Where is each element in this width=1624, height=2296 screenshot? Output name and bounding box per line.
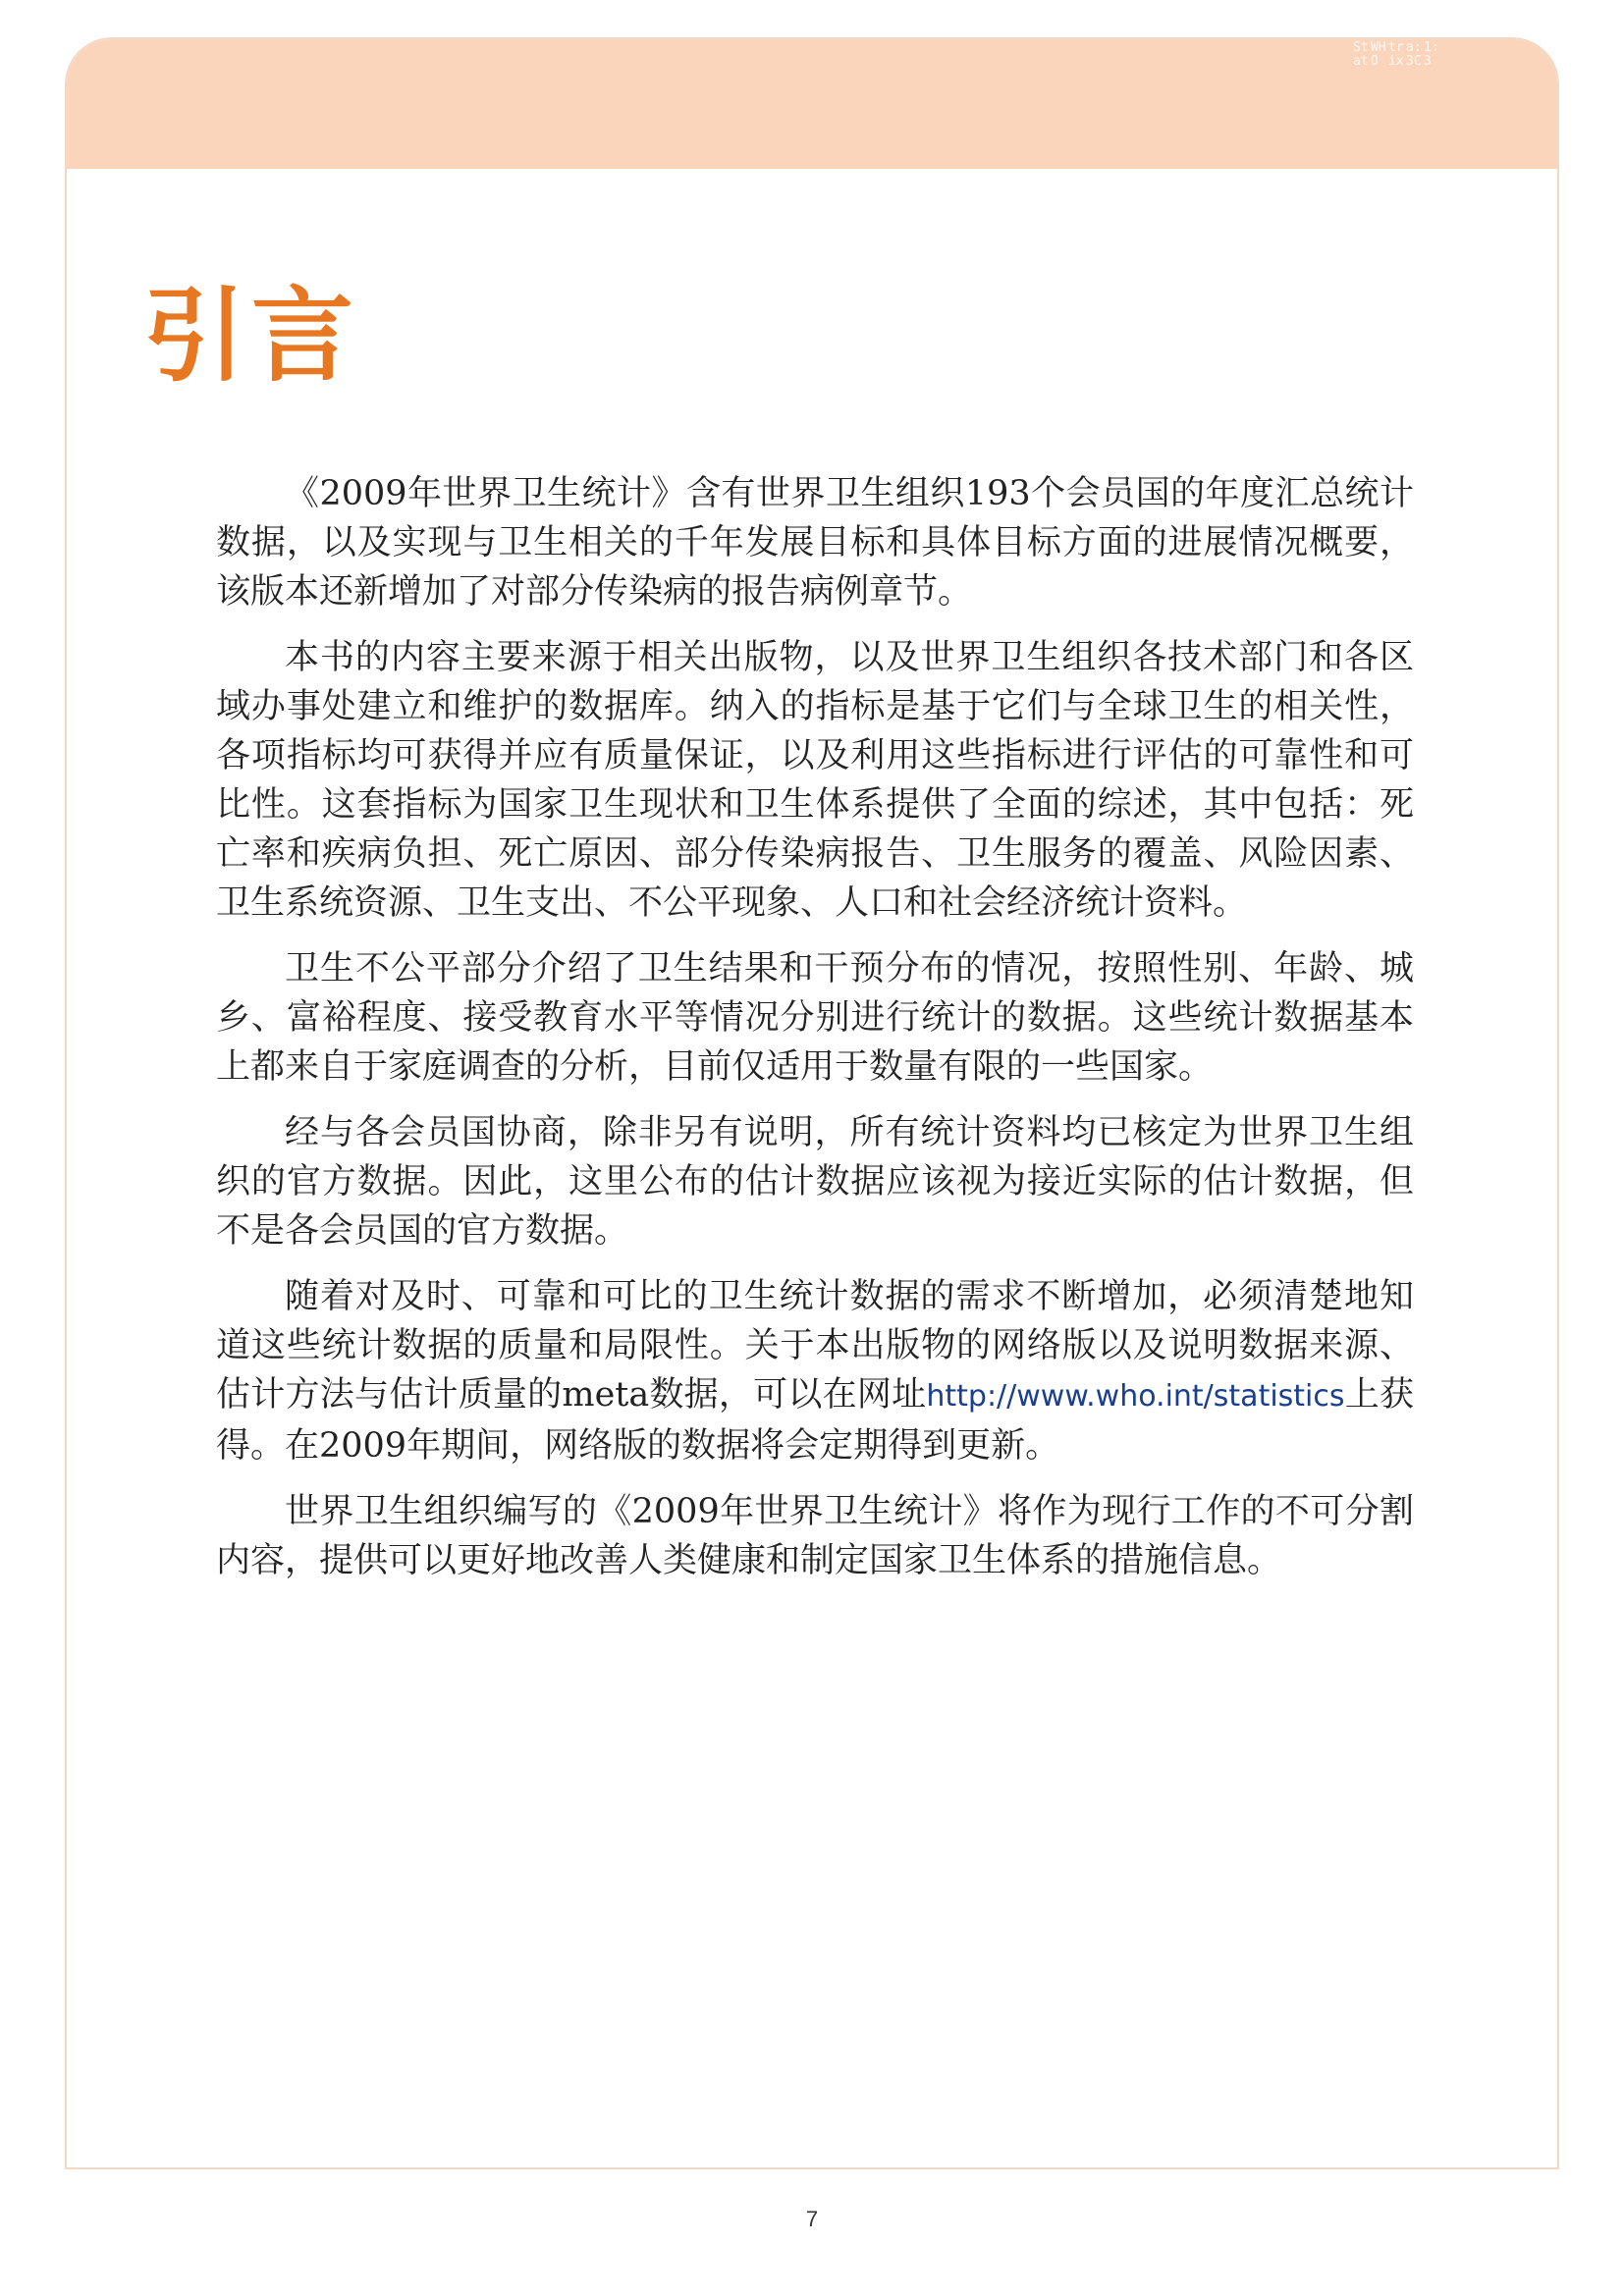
paragraph: 本书的内容主要来源于相关出版物，以及世界卫生组织各技术部门和各区域办事处建立和维护的数据库。纳入的指标是基于它们与全球卫生的相关性，各项指标均可获得并应有质量保证，以及利用这些指标进行评估的可靠性和可比性。这套指标为国家卫生现状和卫生体系提供了全面的综述，其中包括：死亡率和疾病负担、死亡原因、部分传染病报告、卫生服务的覆盖、风险因素、卫生系统资源、卫生支出、不公平现象、人口和社会经济统计资料。 bbox=[216, 638, 1414, 923]
paragraph-text: 随着对及时、可靠和可比的卫生统计数据的需求不断增加，必须清楚地知道这些统计数据的质量和局限性。关于本出版物的网络版以及说明数据来源、估计方法与估计质量的meta数据，可以在网址 bbox=[216, 1277, 1414, 1415]
paragraph: 《2009年世界卫生统计》含有世界卫生组织193个会员国的年度汇总统计数据，以及实现与卫生相关的千年发展目标和具体目标方面的进展情况概要，该版本还新增加了对部分传染病的报告病例章节。 bbox=[216, 474, 1414, 612]
page-number: 7 bbox=[805, 2207, 819, 2231]
statistics-link[interactable]: http://www.who.int/statistics bbox=[926, 1379, 1345, 1414]
ornament-text: Stat bbox=[1353, 41, 1369, 69]
page-title: 引言 bbox=[143, 276, 360, 396]
paragraph: 经与各会员国协商，除非另有说明，所有统计资料均已核定为世界卫生组织的官方数据。因此，这里公布的估计数据应该视为接近实际的估计数据，但不是各会员国的官方数据。 bbox=[216, 1113, 1414, 1251]
ornament-text: 1:3 bbox=[1424, 41, 1439, 69]
paragraph: 卫生不公平部分介绍了卫生结果和干预分布的情况，按照性别、年龄、城乡、富裕程度、接受教育水平等情况分别进行统计的数据。这些统计数据基本上都来自于家庭调查的分析，目前仅适用于数量有限的一些国家。 bbox=[216, 949, 1414, 1087]
ornament-text: a:3C bbox=[1406, 41, 1422, 69]
paragraph: 世界卫生组织编写的《2009年世界卫生统计》将作为现行工作的不可分割内容，提供可以更好地改善人类健康和制定国家卫生体系的措施信息。 bbox=[216, 1492, 1414, 1580]
ornament-text: trix bbox=[1388, 41, 1404, 69]
paragraph-text: 上获得。在2009年期间，网络版的数据将会定期得到更新。 bbox=[216, 1375, 1414, 1466]
header-band bbox=[67, 39, 1557, 169]
header-ornament bbox=[1353, 41, 1441, 167]
paragraph-with-link bbox=[216, 1272, 1414, 1470]
ornament-text: WHO bbox=[1371, 41, 1386, 69]
body-text bbox=[216, 469, 1414, 1602]
